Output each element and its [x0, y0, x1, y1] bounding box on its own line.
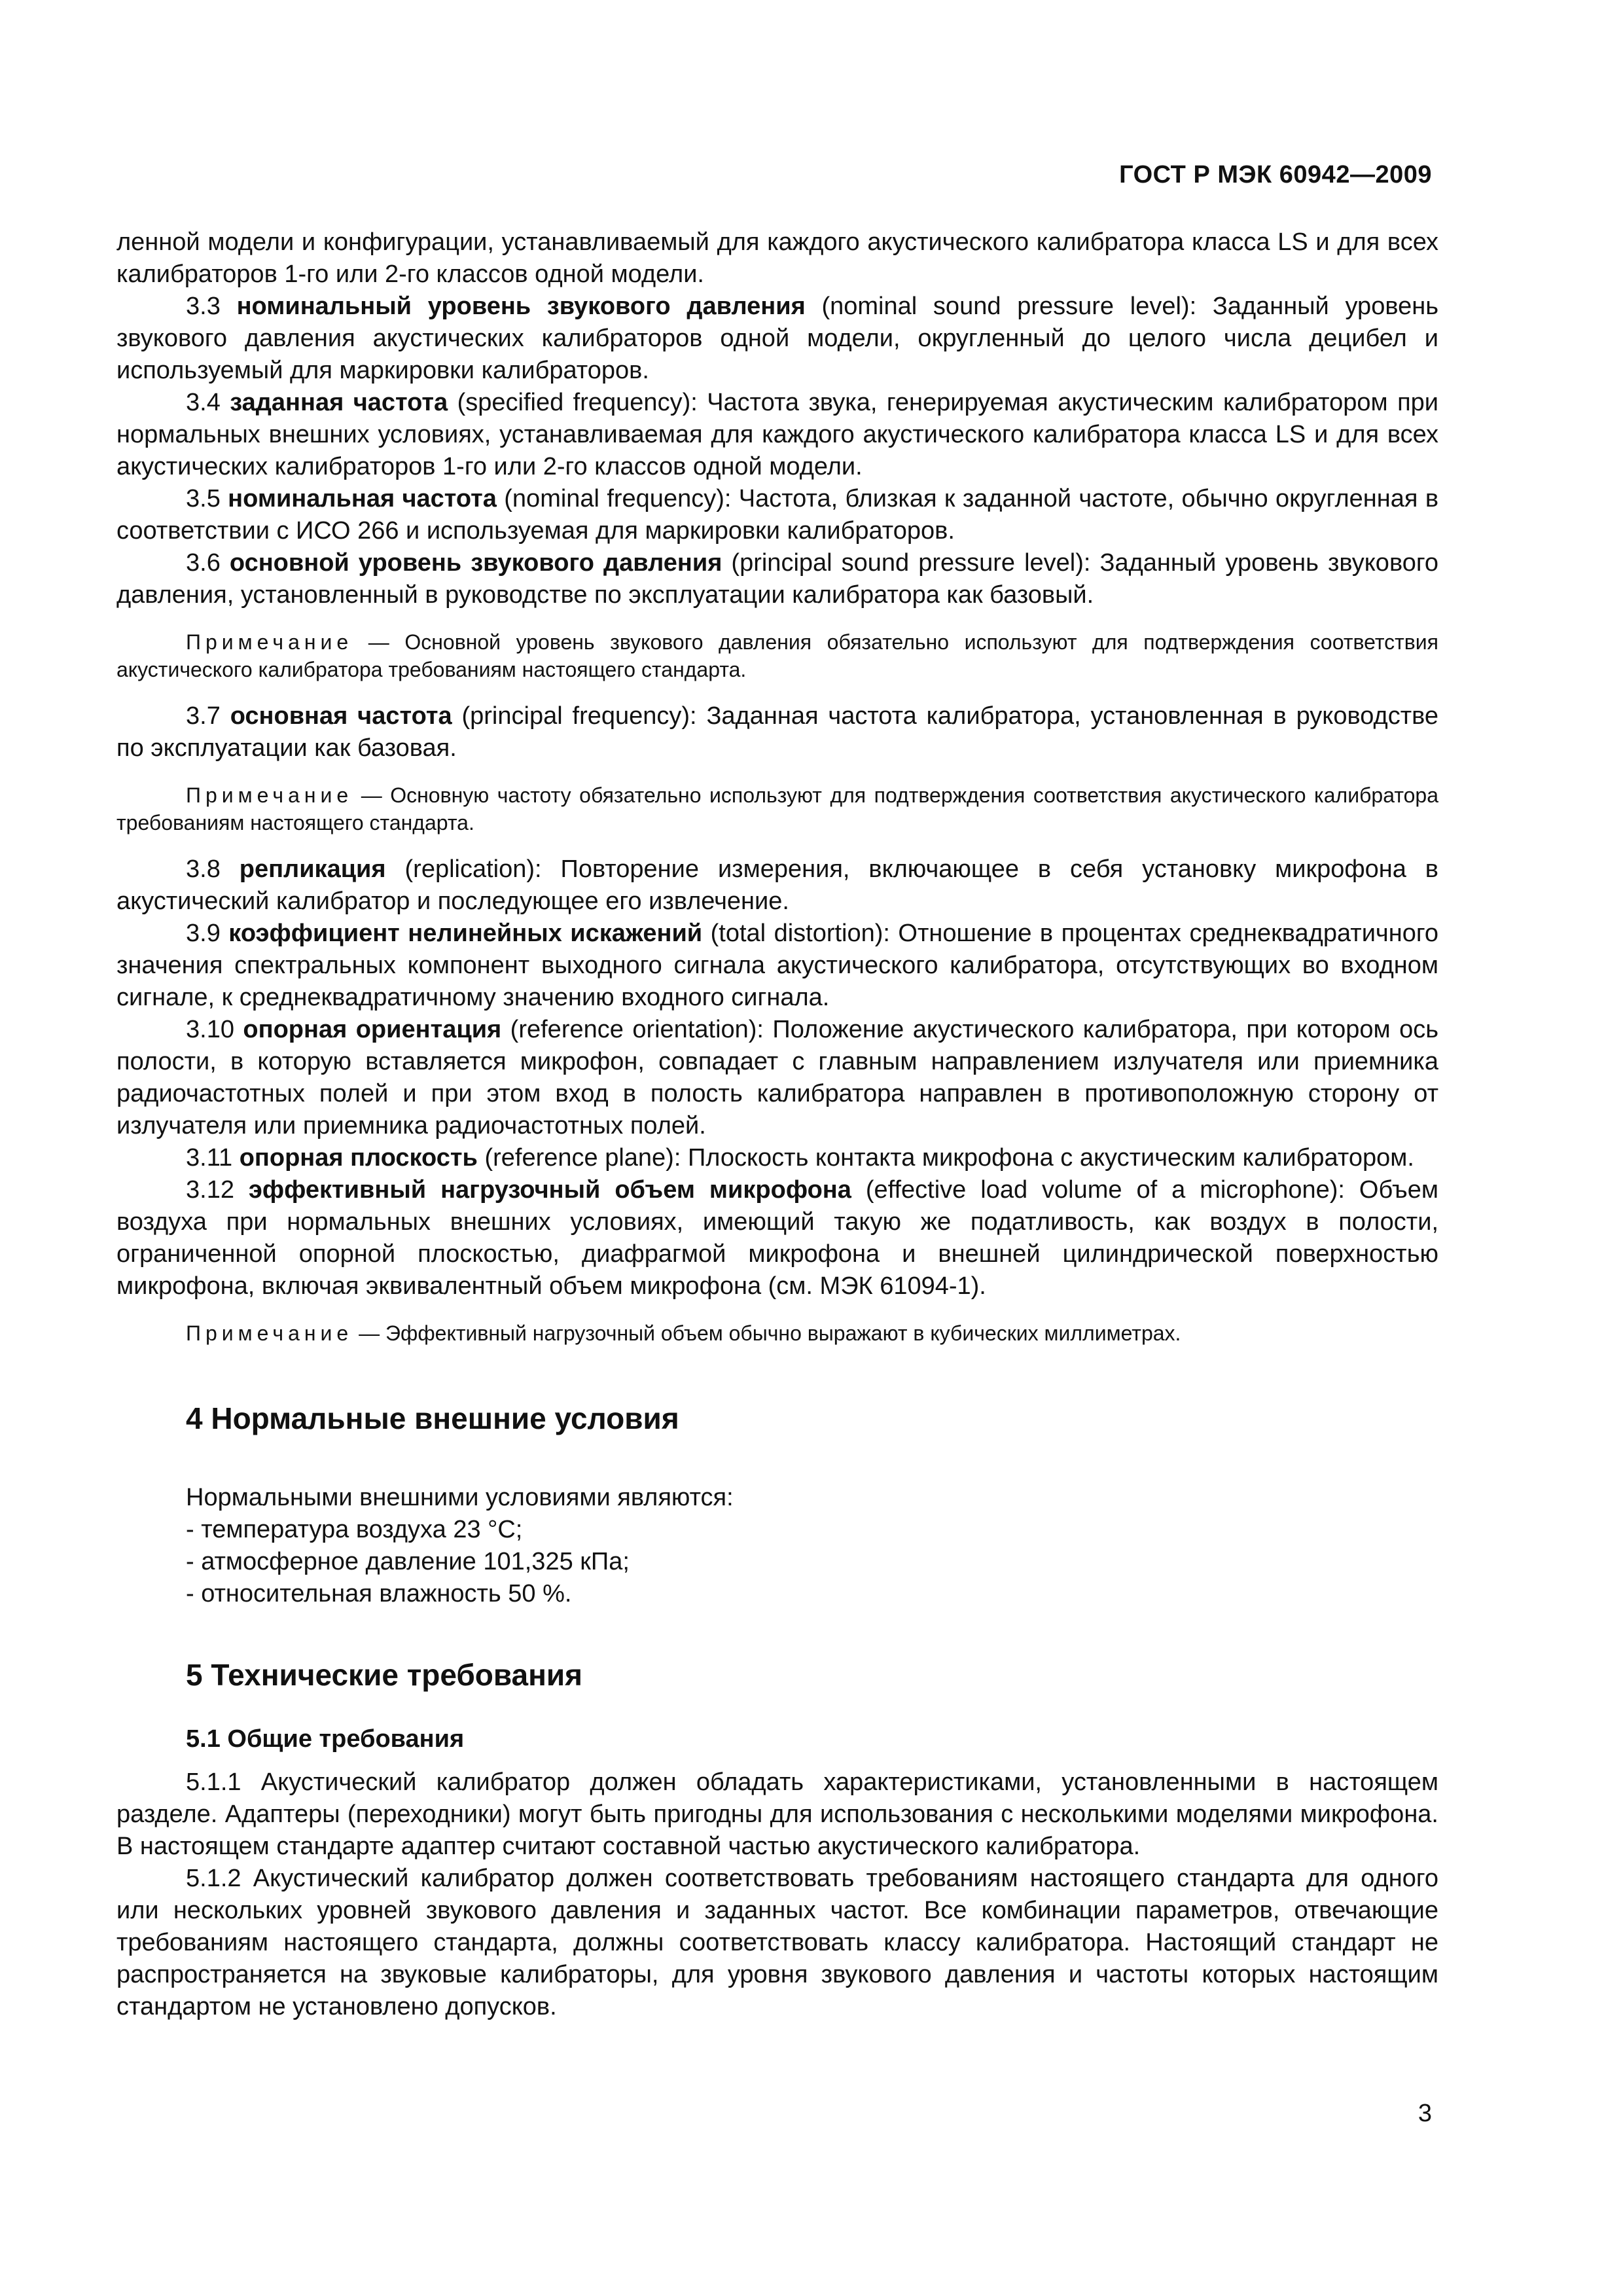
definition-3-9: 3.9 коэффициент нелинейных искажений (total distortion): Отношение в процентах среднеквадратичного значения спектральных компонент выходного сигнала акустического калибратора, отсутствующих во входном сигнале, к среднеквадратичному значению входного сигнала.	[116, 920, 1438, 1011]
continuation-paragraph: ленной модели и конфигурации, устанавливаемый для каждого акустического калибратора класса LS и для всех калибраторов 1-го или 2-го классов одной модели.	[116, 228, 1438, 288]
document-header: ГОСТ Р МЭК 60942—2009	[1119, 161, 1432, 188]
term: номинальная частота	[228, 485, 497, 512]
term: опорная ориентация	[243, 1016, 502, 1043]
term: основной уровень звукового давления	[229, 549, 722, 577]
definition-3-7: 3.7 основная частота (principal frequency): Заданная частота калибратора, установленная в руководстве по эксплуатации как базовая.	[116, 702, 1438, 762]
note-1: Примечание — Основной уровень звукового давления обязательно используют для подтверждения соответствия акустического калибратора требованиям настоящего стандарта.	[116, 630, 1438, 681]
note-label: Примечание	[186, 1321, 353, 1345]
subsection-5-1-title: 5.1 Общие требования	[186, 1725, 465, 1753]
page-content	[116, 226, 1438, 2023]
definition-3-6: 3.6 основной уровень звукового давления (principal sound pressure level): Заданный уровень звукового давления, установленный в руководстве по эксплуатации калибратора как базовый.	[116, 549, 1438, 609]
term: основная частота	[230, 702, 452, 730]
note-label: Примечание	[186, 783, 353, 807]
section-5-title: 5 Технические требования	[186, 1658, 582, 1692]
definition-3-5: 3.5 номинальная частота (nominal frequency): Частота, близкая к заданной частоте, обычно округленная в соответствии с ИСО 266 и используемая для маркировки калибраторов.	[116, 485, 1439, 545]
definition-3-4: 3.4 заданная частота (specified frequency): Частота звука, генерируемая акустическим калибратором при нормальных внешних условиях, устанавливаемая для каждого акустического калибратора класса LS и для всех акустических калибраторов 1-го или 2-го классов одной модели.	[116, 389, 1439, 480]
term: коэффициент нелинейных искажений	[228, 920, 703, 947]
term: опорная плоскость	[239, 1144, 478, 1172]
term: репликация	[239, 855, 386, 883]
note-label: Примечание	[186, 630, 353, 654]
note-3: Примечание — Эффективный нагрузочный объем обычно выражают в кубических миллиметрах.	[186, 1321, 1181, 1345]
list-item: - температура воздуха 23 °С;	[186, 1516, 523, 1543]
page-number: 3	[1418, 2100, 1432, 2127]
section-4-intro: Нормальными внешними условиями являются:	[186, 1484, 734, 1511]
term: заданная частота	[230, 389, 448, 416]
term: номинальный уровень звукового давления	[236, 293, 806, 320]
list-item: - атмосферное давление 101,325 кПа;	[186, 1548, 630, 1575]
definition-3-10: 3.10 опорная ориентация (reference orientation): Положение акустического калибратора, при котором ось полости, в которую вставляется микрофон, совпадает с главным направлением излучателя или приемника радиочастотных полей и при этом вход в полость калибратора направлен в противоположную сторону от излучателя или приемника радиочастотных полей.	[116, 1016, 1439, 1139]
clause-5-1-1: 5.1.1 Акустический калибратор должен обладать характеристиками, установленными в настоящем разделе. Адаптеры (переходники) могут быть пригодны для использования с несколькими моделями микрофона. В настоящем стандарте адаптер считают составной частью акустического калибратора.	[116, 1768, 1438, 1860]
term: эффективный нагрузочный объем микрофона	[248, 1176, 851, 1204]
clause-5-1-2: 5.1.2 Акустический калибратор должен соответствовать требованиям настоящего стандарта для одного или нескольких уровней звукового давления и заданных частот. Все комбинации параметров, отвечающие требованиям настоящего стандарта, должны соответствовать классу калибратора. Настоящий стандарт не распространяется на звуковые калибраторы, для уровня звукового давления и частоты которых настоящим стандартом не установлено допусков.	[116, 1865, 1438, 2020]
definition-3-3: 3.3 номинальный уровень звукового давления (nominal sound pressure level): Заданный уровень звукового давления акустических калибраторов одной модели, округленный до целого числа децибел и используемый для маркировки калибраторов.	[116, 293, 1439, 384]
note-2: Примечание — Основную частоту обязательно используют для подтверждения соответствия акустического калибратора требованиям настоящего стандарта.	[116, 783, 1438, 834]
definition-3-12: 3.12 эффективный нагрузочный объем микрофона (effective load volume of a microphone): Объем воздуха при нормальных внешних условиях, имеющий такую же податливость, как воздух в полости, ограниченной опорной плоскостью, диафрагмой микрофона и внешней цилиндрической поверхностью микрофона, включая эквивалентный объем микрофона (см. МЭК 61094-1).	[116, 1176, 1438, 1300]
list-item: - относительная влажность 50 %.	[186, 1580, 572, 1607]
section-4-title: 4 Нормальные внешние условия	[186, 1401, 679, 1435]
definition-3-11: 3.11 опорная плоскость (reference plane): Плоскость контакта микрофона с акустическим калибратором.	[186, 1144, 1414, 1172]
definition-3-8: 3.8 репликация (replication): Повторение измерения, включающее в себя установку микрофона в акустический калибратор и последующее его извлечение.	[116, 855, 1438, 915]
